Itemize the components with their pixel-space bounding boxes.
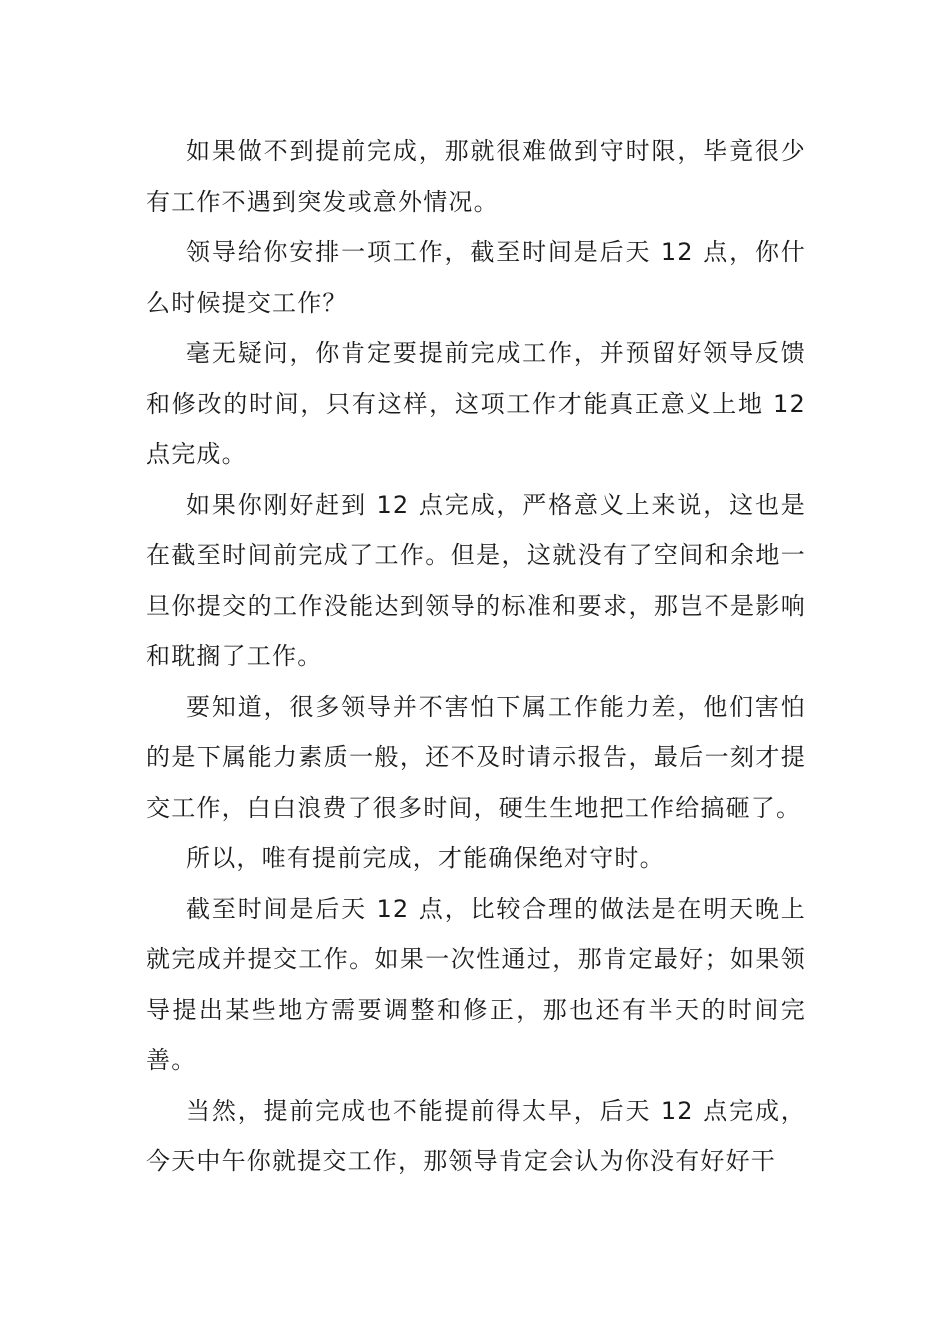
document-body [146,126,806,1187]
paragraph-6: 所以，唯有提前完成，才能确保绝对守时。 [186,844,665,872]
paragraph-4: 如果你刚好赶到 12 点完成，严格意义上来说，这也是在截至时间前完成了工作。但是，这就没有了空间和余地一旦你提交的工作没能达到领导的标准和要求，那岂不是影响和耽搁了工作。 [146,490,806,670]
paragraph-2: 领导给你安排一项工作，截至时间是后天 12 点，你什么时候提交工作？ [146,238,806,317]
paragraph-5: 要知道，很多领导并不害怕下属工作能力差，他们害怕的是下属能力素质一般，还不及时请示报告，最后一刻才提交工作，白白浪费了很多时间，硬生生地把工作给搞砸了。 [146,692,806,822]
paragraph-3: 毫无疑问，你肯定要提前完成工作，并预留好领导反馈和修改的时间，只有这样，这项工作才能真正意义上地 12 点完成。 [146,339,806,468]
paragraph-8: 当然，提前完成也不能提前得太早，后天 12 点完成，今天中午你就提交工作，那领导肯定会认为你没有好好干 [146,1096,806,1175]
paragraph-7: 截至时间是后天 12 点，比较合理的做法是在明天晚上就完成并提交工作。如果一次性通过，那肯定最好；如果领导提出某些地方需要调整和修正，那也还有半天的时间完善。 [146,894,806,1074]
paragraph-1: 如果做不到提前完成，那就很难做到守时限，毕竟很少有工作不遇到突发或意外情况。 [146,137,806,216]
